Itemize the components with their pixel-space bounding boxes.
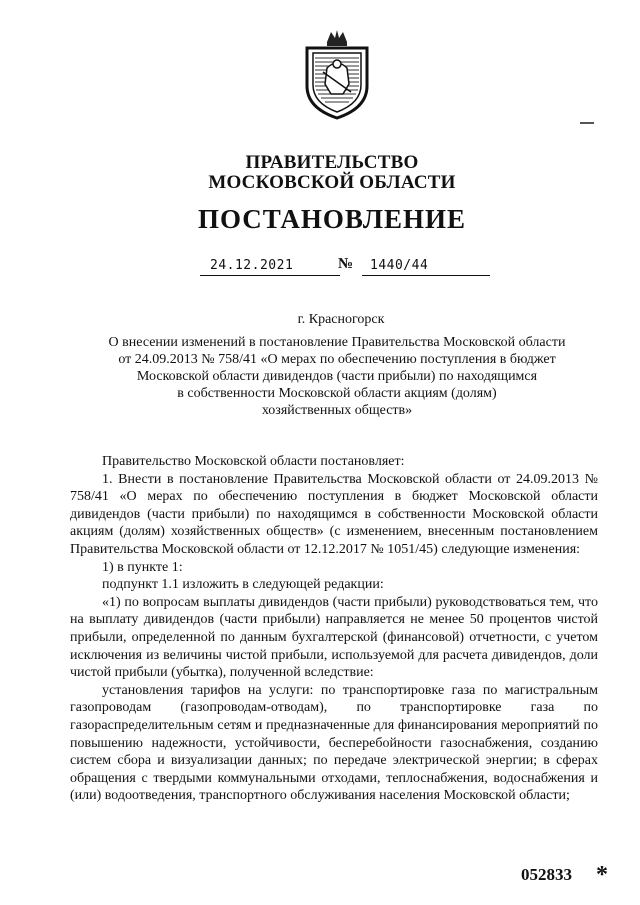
title-line: О внесении изменений в постановление Правительства Московской области bbox=[108, 335, 566, 350]
title-line: хозяйственных обществ» bbox=[261, 403, 413, 418]
body-paragraph: подпункт 1.1 изложить в следующей редакции: bbox=[102, 577, 384, 593]
title-line: Московской области дивидендов (части прибыли) по находящимся bbox=[136, 369, 538, 384]
title-line: от 24.09.2013 № 758/41 «О мерах по обеспечению поступления в бюджет bbox=[118, 352, 556, 367]
serial-number: 052833 bbox=[521, 865, 572, 884]
body-paragraph: установления тарифов на услуги: по транспортировке газа по магистральным газопроводам (газопроводам-отводам), по транспортировке газа по газораспределительным сетям и предназначенные для финансирования мероприятий по повышению надежности, устойчивости, бесперебойности газоснабжения, созданию систем сбора и визуализации данных; по передаче электрической энергии; в сферах обращения с твердыми коммунальными отходами, теплоснабжения, водоснабжения и (или) водоотведения, транспортного обслуживания населения Московской области; bbox=[70, 682, 598, 804]
margin-mark bbox=[580, 122, 594, 124]
document-subject-title bbox=[72, 334, 602, 419]
number-sign: № bbox=[338, 256, 354, 272]
body-paragraph: Правительство Московской области постановляет: bbox=[102, 454, 405, 469]
government-name-line2: МОСКОВСКОЙ ОБЛАСТИ bbox=[208, 172, 456, 193]
document-number: 1440/44 bbox=[362, 258, 490, 276]
body-paragraph: «1) по вопросам выплаты дивидендов (части прибыли) руководствоваться тем, что на выплату дивидендов (части прибыли) направляется не менее 50 процентов чистой прибыли, определенной по данным бухгалтерской (финансовой) отчетности, с учетом исключения из величины чистой прибыли, используемой для расчета дивидендов, доли чистой прибыли (убытка), полученной вследствие: bbox=[70, 594, 598, 681]
body-paragraph: 1) в пункте 1: bbox=[102, 559, 183, 575]
star-mark: * bbox=[596, 862, 608, 888]
coat-of-arms-icon bbox=[297, 28, 377, 122]
document-date: 24.12.2021 bbox=[200, 258, 340, 276]
title-line: в собственности Московской области акциям (долям) bbox=[177, 386, 497, 401]
government-name-line1: ПРАВИТЕЛЬСТВО bbox=[245, 152, 419, 173]
city-name: г. Красногорск bbox=[297, 312, 385, 327]
document-type-title: ПОСТАНОВЛЕНИЕ bbox=[197, 204, 467, 234]
coat-of-arms-emblem bbox=[297, 28, 377, 122]
body-paragraph: 1. Внести в постановление Правительства Московской области от 24.09.2013 № 758/41 «О мерах по обеспечению поступления в бюджет Московской области дивидендов (части прибыли) по находящимся в собственности Московской области акциям (долям) хозяйственных обществ» (с изменением, внесенным постановлением Правительства Московской области от 12.12.2017 № 1051/45) следующие изменения: bbox=[70, 471, 598, 557]
date-number-line bbox=[0, 258, 640, 282]
document-body bbox=[70, 453, 598, 805]
